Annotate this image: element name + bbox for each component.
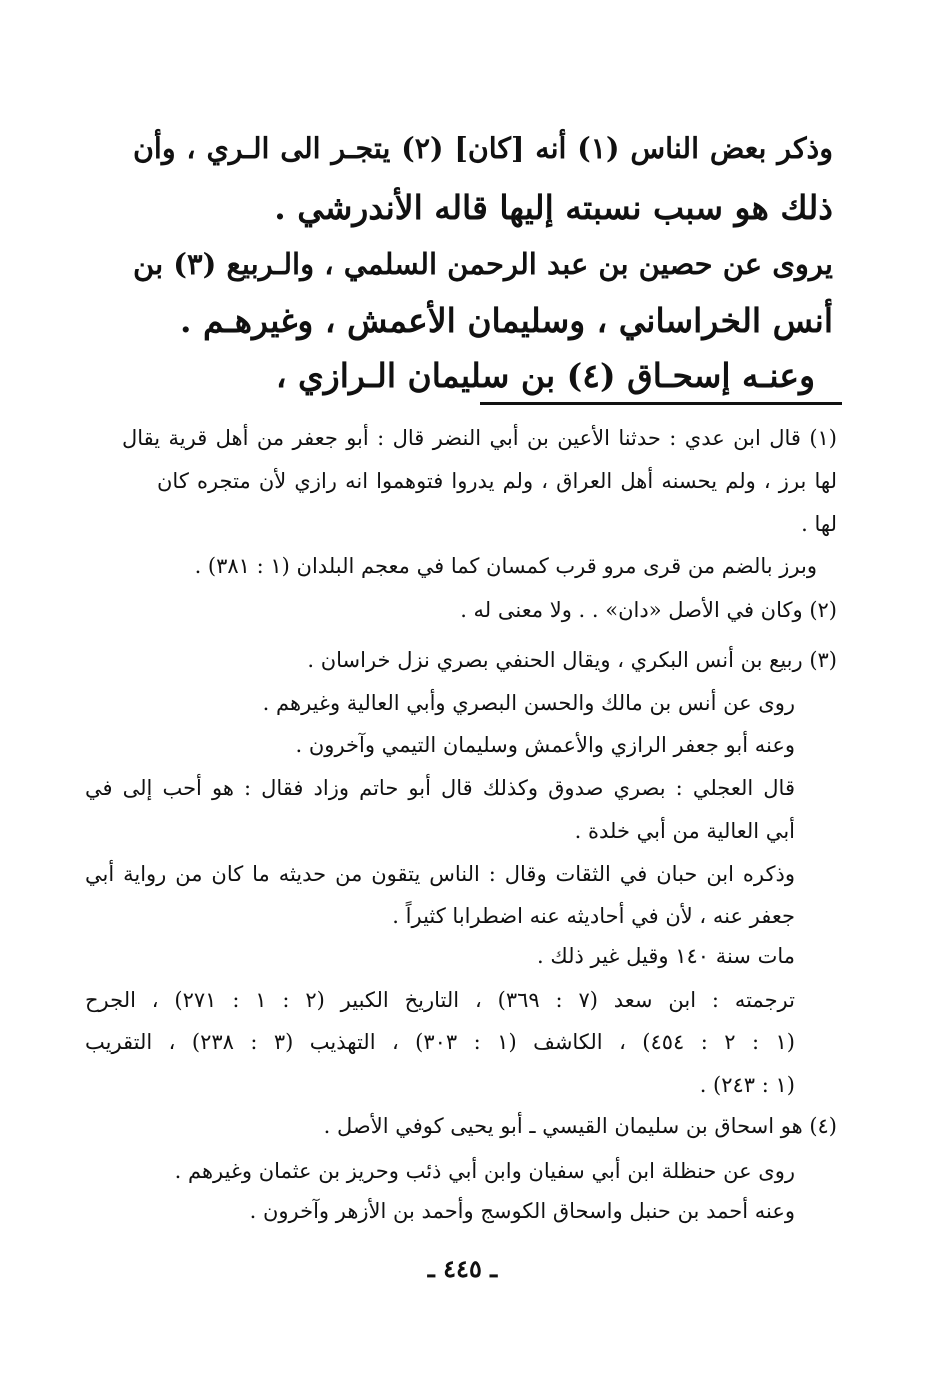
page-number: ـ ٤٤٥ ـ <box>427 1254 498 1283</box>
footnote-line: (٢) وكان في الأصل «دان» . . ولا معنى له . <box>460 598 837 622</box>
footnote-line: روى عن أنس بن مالك والحسن البصري وأبي العالية وغيرهم . <box>262 691 795 715</box>
footnote-line: وذكره ابن حبان في الثقات وقال : الناس يتقون من حديثه ما كان من رواية أبي <box>85 862 795 886</box>
footnote-line: جعفر عنه ، لأن في أحاديثه عنه اضطرابا كثيراً . <box>392 904 795 928</box>
footnote-line: وبرز بالضم من قرى مرو قرب كمسان كما في معجم البلدان (١ : ٣٨١) . <box>194 554 817 578</box>
main-text-line: وذكر بعض الناس (١) أنه [كان] (٢) يتجـر الى الـري ، وأن <box>133 131 833 165</box>
footnote-line: ترجمته : ابن سعد (٧ : ٣٦٩) ، التاريخ الكبير (٢ : ١ : ٢٧١) ، الجرح <box>85 988 795 1012</box>
footnote-separator <box>480 402 842 405</box>
footnote-line: لها برز ، ولم يحسنه أهل العراق ، ولم يدروا فتوهموا انه رازي لأن متجره كان <box>157 469 837 493</box>
footnote-line: (٤) هو اسحاق بن سليمان القيسي ـ أبو يحيى كوفي الأصل . <box>323 1114 837 1138</box>
footnote-line: لها . <box>801 512 837 536</box>
footnote-line: أبي العالية من أبي خلدة . <box>574 819 795 843</box>
main-text-line: أنس الخراساني ، وسليمان الأعمش ، وغيرهـم . <box>180 301 833 340</box>
main-text-line: وعنـه إسحـاق (٤) بن سليمان الـرازي ، <box>275 356 815 395</box>
footnote-line: وعنه أبو جعفر الرازي والأعمش وسليمان التيمي وآخرون . <box>295 733 795 757</box>
footnote-line: مات سنة ١٤٠ وقيل غير ذلك . <box>537 944 795 968</box>
footnote-line: (١) قال ابن عدي : حدثنا الأعين بن أبي النضر قال : أبو جعفر من أهل قرية يقال <box>122 426 837 450</box>
footnote-line: قال العجلي : بصري صدوق وكذلك قال أبو حاتم وزاد فقال : هو أحب إلى في <box>85 776 795 800</box>
main-text-line: ذلك هو سبب نسبته إليها قاله الأندرشي . <box>274 188 833 227</box>
footnote-line: (٣) ربيع بن أنس البكري ، ويقال الحنفي بصري نزل خراسان . <box>307 648 837 672</box>
footnote-line: (١ : ٢٤٣) . <box>699 1073 795 1097</box>
footnote-line: (١ : ٢ : ٤٥٤) ، الكاشف (١ : ٣٠٣) ، التهذيب (٣ : ٢٣٨) ، التقريب <box>85 1030 795 1054</box>
footnote-line: وعنه أحمد بن حنبل واسحاق الكوسج وأحمد بن الأزهر وآخرون . <box>249 1199 795 1223</box>
footnote-line: روى عن حنظلة ابن أبي سفيان وابن أبي ذئب وحريز بن عثمان وغيرهم . <box>174 1159 795 1183</box>
main-text-line: يروى عن حصين بن عبد الرحمن السلمي ، والـربيع (٣) بن <box>133 247 833 281</box>
